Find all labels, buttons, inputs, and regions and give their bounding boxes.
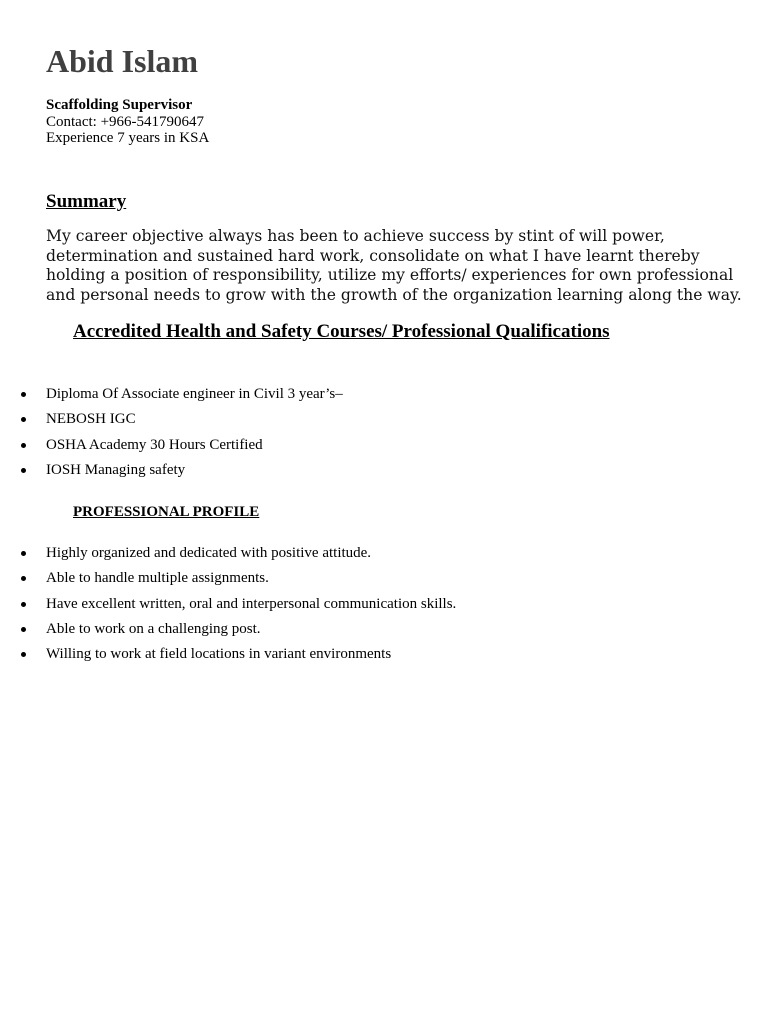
- list-item-text: Diploma Of Associate engineer in Civil 3 year’s–: [46, 386, 343, 402]
- bullet-icon: [21, 468, 26, 473]
- job-title: Scaffolding Supervisor: [46, 97, 193, 113]
- summary-heading: Summary: [46, 191, 127, 212]
- bullet-icon: [21, 392, 26, 397]
- bullet-icon: [21, 417, 26, 422]
- profile-heading: PROFESSIONAL PROFILE: [73, 504, 260, 520]
- bullet-icon: [21, 627, 26, 632]
- list-item-text: Highly organized and dedicated with positive attitude.: [46, 545, 372, 561]
- bullet-icon: [21, 443, 26, 448]
- bullet-icon: [21, 602, 26, 607]
- list-item-text: IOSH Managing safety: [46, 461, 186, 478]
- experience-line: Experience 7 years in KSA: [46, 130, 210, 146]
- bullet-icon: [21, 551, 26, 556]
- list-item-text: Have excellent written, oral and interpersonal communication skills.: [46, 595, 457, 612]
- list-item-text: Willing to work at field locations in variant environments: [46, 646, 392, 663]
- list-item-text: NEBOSH IGC: [46, 411, 136, 428]
- summary-text: My career objective always has been to achieve success by stint of will power, determination and sustained hard work, consolidate on what I have learnt thereby holding a position of responsibility, utilize my efforts/ experiences for own professional and personal needs to grow with the growth of the organization learning along the way.: [46, 227, 742, 304]
- header-details: [46, 97, 209, 147]
- candidate-name: Abid Islam: [46, 43, 199, 79]
- list-item-text: Able to handle multiple assignments.: [46, 570, 269, 587]
- contact-line: Contact: +966-541790647: [46, 113, 205, 130]
- courses-heading: Accredited Health and Safety Courses/ Professional Qualifications: [73, 321, 610, 342]
- bullet-icon: [21, 652, 26, 657]
- list-item-text: Able to work on a challenging post.: [46, 620, 261, 637]
- bullet-icon: [21, 576, 26, 581]
- list-item-text: OSHA Academy 30 Hours Certified: [46, 436, 263, 453]
